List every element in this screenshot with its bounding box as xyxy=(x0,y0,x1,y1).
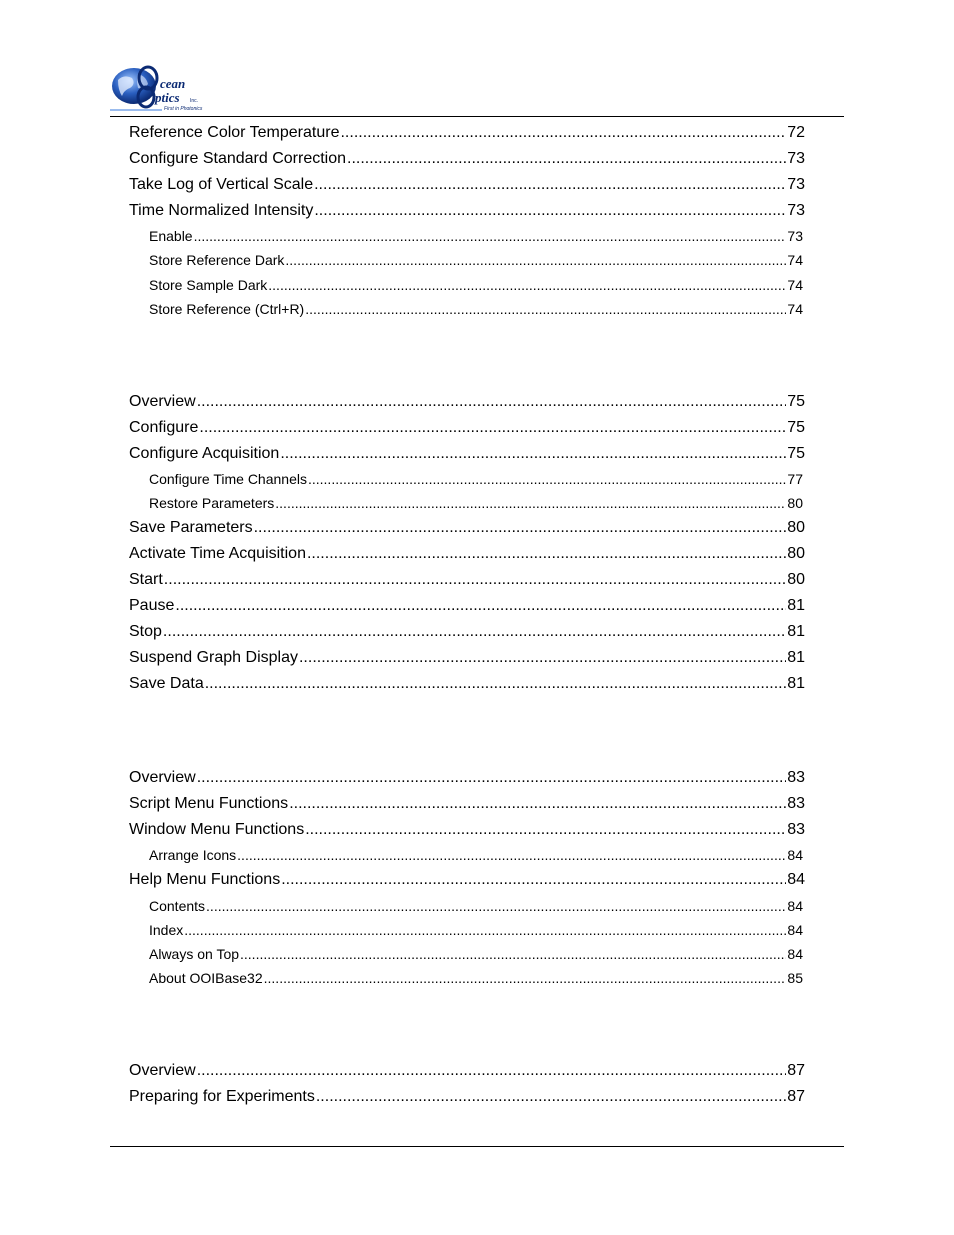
toc-entry-page: 81 xyxy=(787,649,805,666)
toc-entry-title: Store Reference Dark xyxy=(149,252,285,268)
toc-entry[interactable] xyxy=(129,202,805,222)
toc-entry-title: Save Parameters xyxy=(129,519,253,536)
toc-entry-page: 73 xyxy=(787,150,805,167)
toc-dot-leader xyxy=(347,150,786,168)
toc-entry[interactable] xyxy=(149,252,803,270)
toc-entry-title: Index xyxy=(149,922,184,938)
toc-entry[interactable] xyxy=(129,649,805,669)
toc-dot-leader xyxy=(281,871,786,889)
toc-dot-leader xyxy=(264,970,787,986)
toc-entry-page: 81 xyxy=(787,597,805,614)
toc-entry[interactable] xyxy=(129,176,805,196)
ocean-optics-globe-logo-icon xyxy=(108,64,226,114)
toc-entry[interactable] xyxy=(149,898,803,916)
toc-entry-title: Arrange Icons xyxy=(149,847,237,863)
toc-entry[interactable] xyxy=(149,495,803,513)
toc-entry[interactable] xyxy=(149,970,803,988)
toc-dot-leader xyxy=(280,445,786,463)
toc-entry-page: 84 xyxy=(787,898,803,914)
toc-dot-leader xyxy=(197,769,787,787)
toc-dot-leader xyxy=(307,545,786,563)
toc-entry[interactable] xyxy=(129,1088,805,1108)
toc-entry-title: Stop xyxy=(129,623,162,640)
toc-entry-title: Activate Time Acquisition xyxy=(129,545,306,562)
toc-entry-page: 73 xyxy=(787,228,803,244)
logo-tagline: First in Photonics xyxy=(164,106,203,112)
toc-entry-title: Restore Parameters xyxy=(149,495,275,511)
toc-entry-page: 73 xyxy=(787,176,805,193)
toc-entry[interactable] xyxy=(129,1062,805,1082)
toc-entry-page: 74 xyxy=(787,301,803,317)
toc-dot-leader xyxy=(268,277,786,293)
toc-entry-page: 84 xyxy=(787,847,803,863)
toc-dot-leader xyxy=(314,176,786,194)
logo-text-line2: ptics xyxy=(155,90,180,105)
toc-entry[interactable] xyxy=(129,821,805,841)
toc-entry-page: 73 xyxy=(787,202,805,219)
toc-entry-page: 80 xyxy=(787,545,805,562)
toc-entry-title: Help Menu Functions xyxy=(129,871,281,888)
toc-entry-page: 77 xyxy=(787,471,803,487)
toc-entry-page: 80 xyxy=(787,519,805,536)
toc-dot-leader xyxy=(340,124,786,142)
toc-dot-leader xyxy=(254,519,787,537)
toc-entry-page: 87 xyxy=(787,1088,805,1105)
toc-entry[interactable] xyxy=(129,445,805,465)
toc-entry-title: Save Data xyxy=(129,675,204,692)
logo-suffix: Inc. xyxy=(190,98,199,104)
toc-entry[interactable] xyxy=(129,623,805,643)
toc-dot-leader xyxy=(289,795,786,813)
toc-dot-leader xyxy=(305,301,786,317)
toc-entry[interactable] xyxy=(129,769,805,789)
toc-entry-title: Enable xyxy=(149,228,193,244)
header-rule xyxy=(110,116,844,117)
toc-entry-title: Overview xyxy=(129,393,196,410)
toc-entry[interactable] xyxy=(149,946,803,964)
toc-entry-page: 83 xyxy=(787,795,805,812)
toc-dot-leader xyxy=(285,252,786,268)
toc-dot-leader xyxy=(275,495,786,511)
toc-entry-title: Configure Standard Correction xyxy=(129,150,347,167)
footer-rule xyxy=(110,1146,844,1147)
toc-entry-title: Reference Color Temperature xyxy=(129,124,340,141)
toc-entry-page: 80 xyxy=(787,571,805,588)
toc-entry-page: 84 xyxy=(787,946,803,962)
toc-dot-leader xyxy=(237,847,786,863)
toc-entry-title: Configure xyxy=(129,419,199,436)
toc-entry-title: Overview xyxy=(129,769,196,786)
toc-dot-leader xyxy=(164,571,786,589)
toc-entry[interactable] xyxy=(129,419,805,439)
toc-entry[interactable] xyxy=(129,124,805,144)
toc-entry[interactable] xyxy=(149,922,803,940)
toc-entry-title: Configure Acquisition xyxy=(129,445,280,462)
toc-entry-page: 72 xyxy=(787,124,805,141)
toc-entry-page: 84 xyxy=(787,871,805,888)
toc-entry-page: 87 xyxy=(787,1062,805,1079)
toc-entry-title: About OOIBase32 xyxy=(149,970,263,986)
toc-entry[interactable] xyxy=(149,228,803,246)
toc-entry-page: 83 xyxy=(787,821,805,838)
toc-entry[interactable] xyxy=(129,795,805,815)
toc-entry-title: Store Reference (Ctrl+R) xyxy=(149,301,305,317)
toc-dot-leader xyxy=(199,419,786,437)
toc-dot-leader xyxy=(305,821,786,839)
toc-dot-leader xyxy=(205,675,786,693)
toc-entry-page: 74 xyxy=(787,277,803,293)
toc-entry[interactable] xyxy=(129,545,805,565)
toc-entry-title: Pause xyxy=(129,597,175,614)
toc-dot-leader xyxy=(197,393,787,411)
toc-entry[interactable] xyxy=(149,471,803,489)
toc-dot-leader xyxy=(299,649,786,667)
toc-entry-title: Always on Top xyxy=(149,946,240,962)
toc-entry[interactable] xyxy=(129,150,805,170)
toc-entry[interactable] xyxy=(149,847,803,865)
toc-dot-leader xyxy=(184,922,786,938)
toc-entry-page: 75 xyxy=(787,445,805,462)
toc-entry[interactable] xyxy=(129,393,805,413)
toc-entry-page: 80 xyxy=(787,495,803,511)
toc-entry-title: Configure Time Channels xyxy=(149,471,307,487)
toc-entry-title: Take Log of Vertical Scale xyxy=(129,176,314,193)
toc-dot-leader xyxy=(240,946,786,962)
toc-entry-title: Script Menu Functions xyxy=(129,795,289,812)
toc-entry-title: Suspend Graph Display xyxy=(129,649,298,666)
toc-entry-title: Window Menu Functions xyxy=(129,821,305,838)
toc-entry-page: 85 xyxy=(787,970,803,986)
toc-entry-title: Contents xyxy=(149,898,206,914)
toc-entry[interactable] xyxy=(149,301,803,319)
toc-dot-leader xyxy=(314,202,786,220)
toc-entry-page: 75 xyxy=(787,419,805,436)
toc-entry-page: 83 xyxy=(787,769,805,786)
toc-entry[interactable] xyxy=(149,277,803,295)
toc-dot-leader xyxy=(194,228,787,244)
toc-entry[interactable] xyxy=(129,571,805,591)
toc-dot-leader xyxy=(316,1088,786,1106)
toc-entry[interactable] xyxy=(129,675,805,695)
toc-entry-page: 74 xyxy=(787,252,803,268)
toc-dot-leader xyxy=(206,898,786,914)
toc-entry-page: 84 xyxy=(787,922,803,938)
toc-entry-page: 75 xyxy=(787,393,805,410)
logo-text-line1: cean xyxy=(160,76,186,91)
toc-entry-title: Start xyxy=(129,571,163,588)
toc-dot-leader xyxy=(197,1062,787,1080)
toc-entry-title: Time Normalized Intensity xyxy=(129,202,314,219)
ocean-optics-logo xyxy=(108,64,226,114)
toc-entry[interactable] xyxy=(129,519,805,539)
toc-entry[interactable] xyxy=(129,597,805,617)
toc-dot-leader xyxy=(163,623,786,641)
toc-entry[interactable] xyxy=(129,871,805,891)
toc-dot-leader xyxy=(175,597,786,615)
toc-entry-page: 81 xyxy=(787,623,805,640)
toc-entry-title: Overview xyxy=(129,1062,196,1079)
toc-entry-page: 81 xyxy=(787,675,805,692)
toc-entry-title: Store Sample Dark xyxy=(149,277,268,293)
toc-dot-leader xyxy=(308,471,786,487)
toc-entry-title: Preparing for Experiments xyxy=(129,1088,315,1105)
